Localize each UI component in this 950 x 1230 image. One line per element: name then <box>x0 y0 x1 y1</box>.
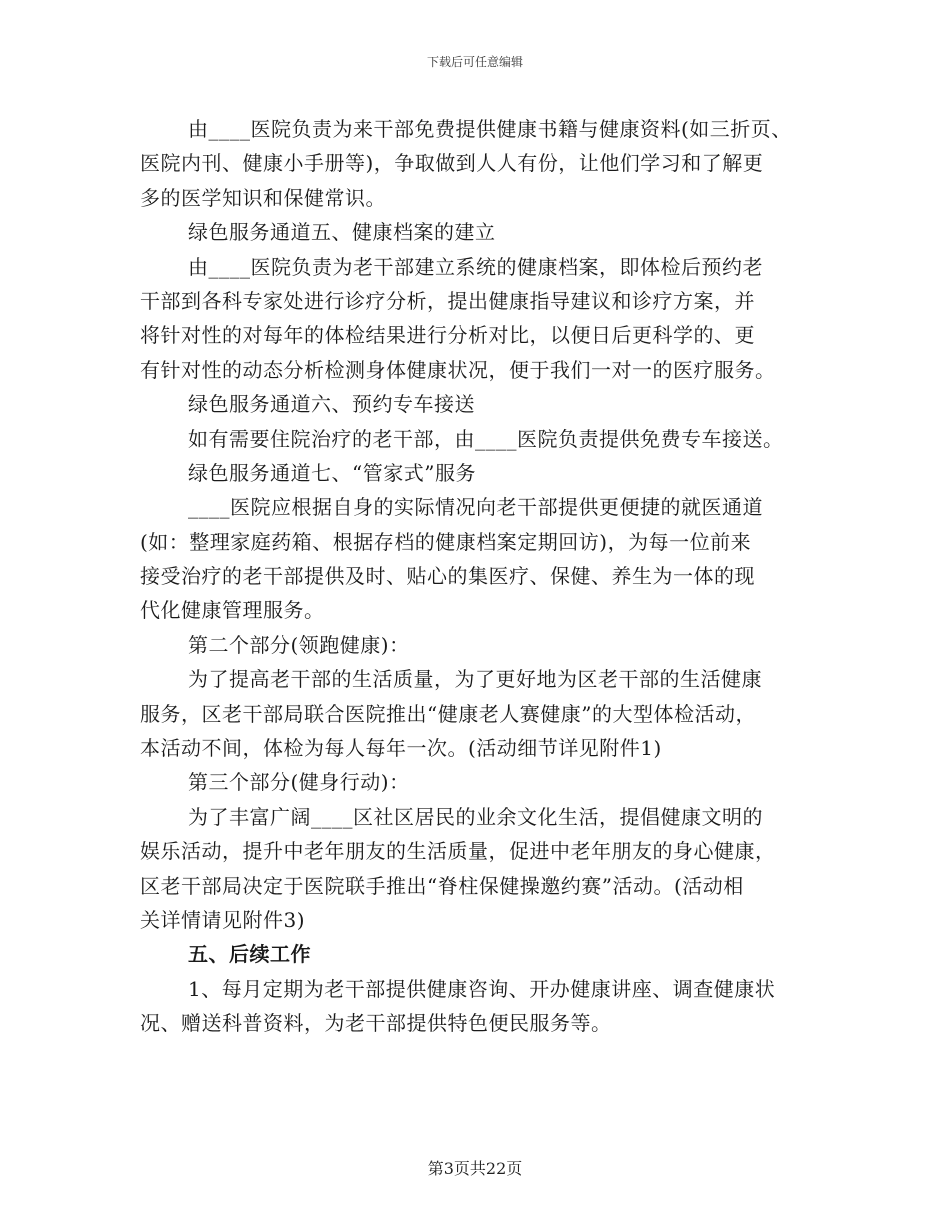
text-line: 1、每月定期为老干部提供健康咨询、开办健康讲座、调查健康状 <box>188 976 776 1001</box>
text-line: 第三个部分(健身行动)： <box>188 770 410 795</box>
text-line: 绿色服务通道七、“管家式”服务 <box>188 460 476 485</box>
section-heading: 五、后续工作 <box>188 942 311 967</box>
text-line: 第二个部分(领跑健康)： <box>188 632 410 657</box>
text-line: 由____医院负责为来干部免费提供健康书籍与健康资料(如三折页、 <box>188 117 792 141</box>
text-line: 多的医学知识和保健常识。 <box>140 185 386 210</box>
text-line: 接受治疗的老干部提供及时、贴心的集医疗、保健、养生为一体的现 <box>140 564 755 589</box>
document-body <box>140 112 810 1041</box>
text-line: 由____医院负责为老干部建立系统的健康档案，即体检后预约老 <box>188 254 763 279</box>
text-line: (如：整理家庭药箱、根据存档的健康档案定期回访)，为每一位前来 <box>140 529 752 554</box>
text-line: 为了提高老干部的生活质量，为了更好地为区老干部的生活健康 <box>188 667 762 692</box>
text-line: ____医院应根据自身的实际情况向老干部提供更便捷的就医通道 <box>188 495 763 520</box>
text-line: 为了丰富广阔____区社区居民的业余文化生活，提倡健康文明的 <box>188 804 763 829</box>
text-line: 况、赠送科普资料，为老干部提供特色便民服务等。 <box>140 1011 612 1036</box>
text-line: 有针对性的动态分析检测身体健康状况，便于我们一对一的医疗服务。 <box>140 357 776 382</box>
text-line: 服务，区老干部局联合医院推出“健康老人赛健康”的大型体检活动， <box>140 701 756 726</box>
text-line: 医院内刊、健康小手册等)，争取做到人人有份，让他们学习和了解更 <box>140 151 764 176</box>
text-line: 将针对性的对每年的体检结果进行分析对比，以便日后更科学的、更 <box>140 323 755 348</box>
text-line: 绿色服务通道六、预约专车接送 <box>188 392 475 417</box>
text-line: 代化健康管理服务。 <box>140 598 325 623</box>
text-line: 区老干部局决定于医院联手推出“脊柱保健操邀约赛”活动。(活动相 <box>140 873 744 898</box>
text-line: 干部到各科专家处进行诊疗分析，提出健康指导建议和诊疗方案，并 <box>140 288 755 313</box>
text-line: 娱乐活动，提升中老年朋友的生活质量，促进中老年朋友的身心健康， <box>140 839 776 864</box>
text-line: 如有需要住院治疗的老干部，由____医院负责提供免费专车接送。 <box>188 426 784 451</box>
page-header: 下载后可任意编辑 <box>426 55 523 69</box>
text-line: 关详情请见附件3) <box>140 907 306 932</box>
text-line: 绿色服务通道五、健康档案的建立 <box>188 220 496 245</box>
page-footer: 第3页共22页 <box>427 1159 523 1178</box>
text-line: 本活动不间，体检为每人每年一次。(活动细节详见附件1) <box>140 736 662 761</box>
